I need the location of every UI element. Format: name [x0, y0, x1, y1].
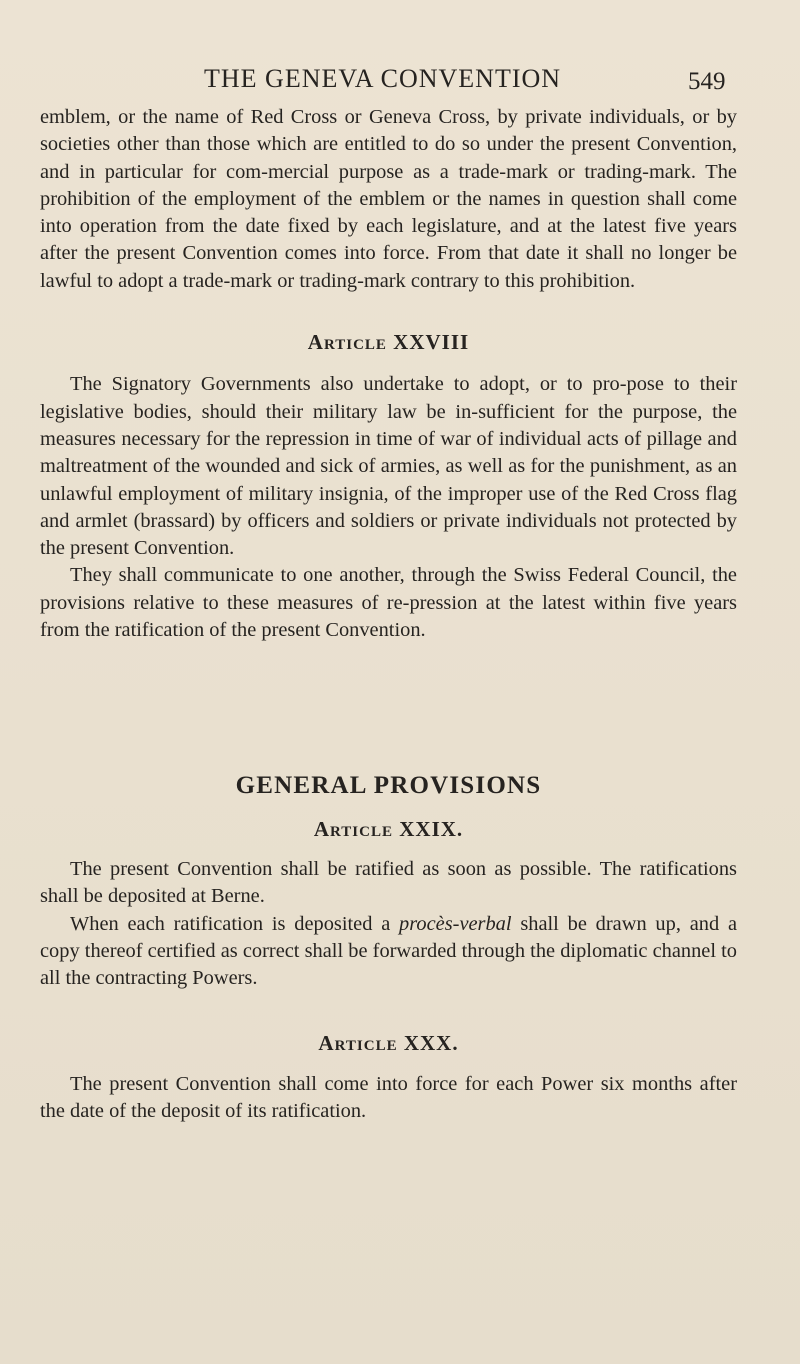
article-30-heading: Article XXX.	[318, 1031, 459, 1056]
running-head	[0, 64, 800, 98]
opening-paragraph: emblem, or the name of Red Cross or Geneva Cross, by private individuals, or by societies other than those which are entitled to do so under the present Convention, and in particular for com-mercial purpose as a trade-mark or trading-mark. The prohibition of the employment of the emblem or the names in question shall come into operation from the date fixed by each legislature, and at the latest five years after the present Convention comes into force. From that date it shall no longer be lawful to adopt a trade-mark or trading-mark contrary to this prohibition.	[40, 106, 737, 292]
article-28-paragraph-2: They shall communicate to one another, through the Swiss Federal Council, the provisions relative to these measures of re-pression at the latest within five years from the ratification of the present Convention.	[40, 564, 737, 642]
article-29-heading: Article XXIX.	[313, 816, 464, 841]
article-28-paragraph-1: The Signatory Governments also undertake to adopt, or to pro-pose to their legislative bodies, should their military law be in-sufficient for the purpose, the measures necessary for the repression in time of war of individual acts of pillage and maltreatment of the wounded and sick of armies, as well as for the punishment, as an unlawful employment of military insignia, of the improper use of the Red Cross flag and armlet (brassard) by officers and soldiers or private individuals not protected by the present Convention.	[40, 373, 737, 560]
article-28-heading: Article XXVIII	[307, 330, 470, 355]
article-29-text-before: When each ratification is deposited a	[70, 912, 400, 935]
article-30-paragraph: The present Convention shall come into force for each Power six months after the date of the deposit of its ratification.	[40, 1072, 737, 1123]
page-number: 549	[688, 68, 726, 95]
article-29-text-after: shall be drawn up, and a copy thereof certified as correct shall be forwarded through the diplomatic channel to all the contracting Powers.	[40, 912, 737, 990]
body-text	[40, 104, 737, 1125]
proces-verbal-term: procès-verbal	[399, 912, 512, 935]
section-heading: GENERAL PROVISIONS	[235, 772, 542, 800]
running-title: THE GENEVA CONVENTION	[204, 64, 562, 93]
article-29-paragraph-1: The present Convention shall be ratified as soon as possible. The ratifications shall be deposited at Berne.	[40, 857, 737, 908]
article-29-paragraph-2	[40, 911, 737, 993]
